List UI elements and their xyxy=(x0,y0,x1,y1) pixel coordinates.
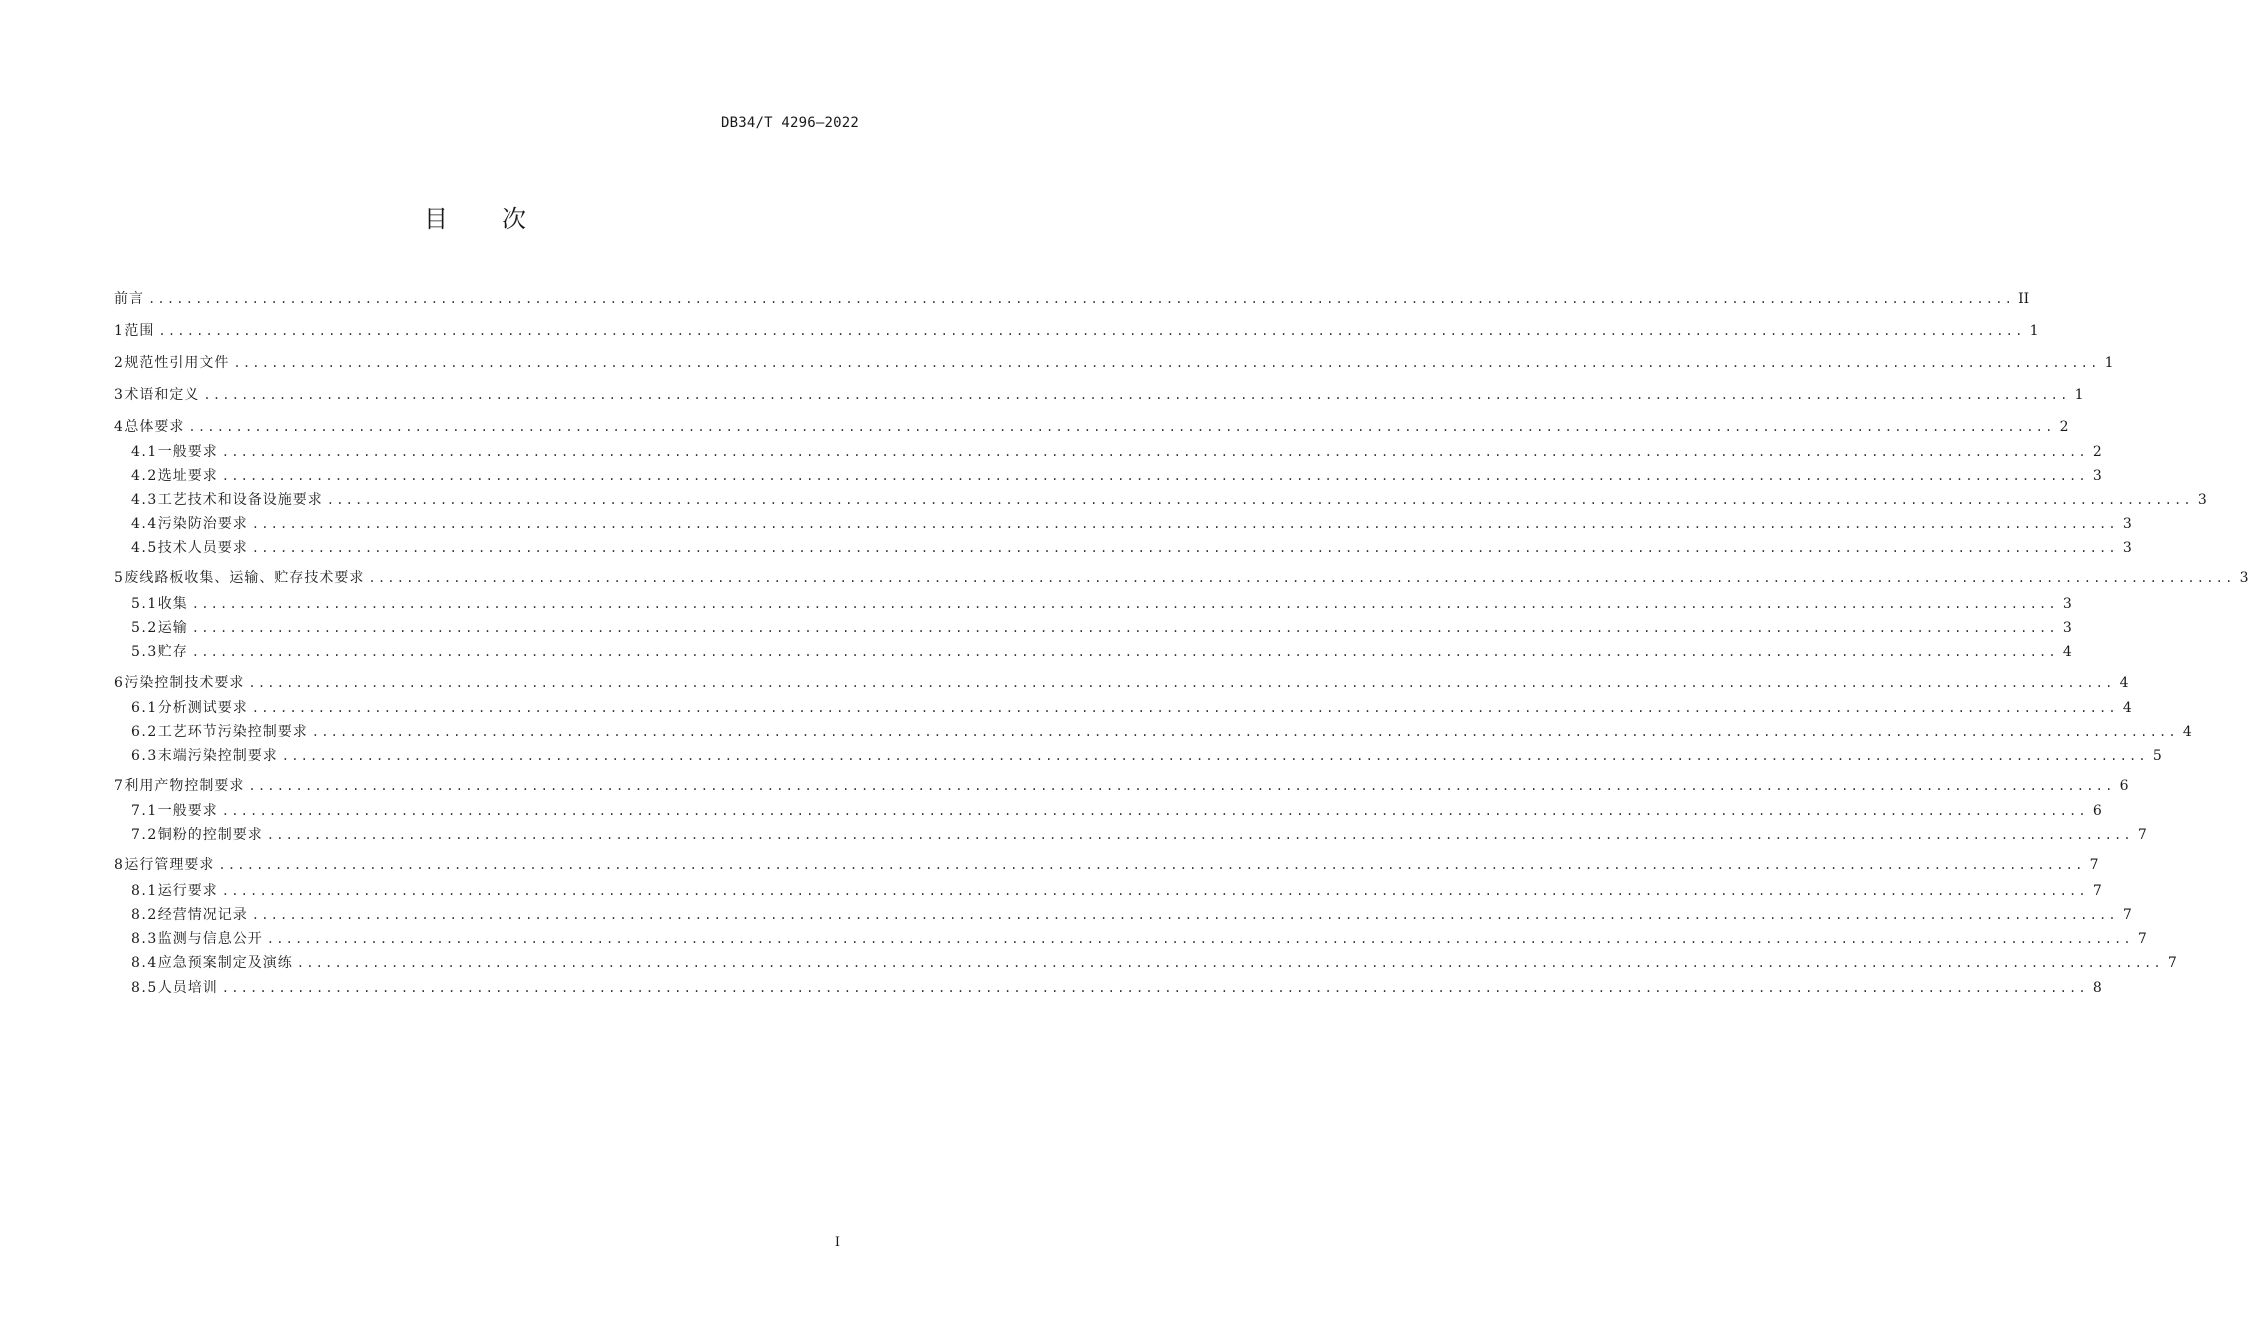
toc-entry-page: 1 xyxy=(2074,387,2084,403)
toc-entry-page: 7 xyxy=(2092,883,2102,899)
toc-entry-number: 6.3 xyxy=(131,748,158,764)
toc-entry-label: 运行要求 xyxy=(157,883,218,899)
toc-entry-page: 2 xyxy=(2092,444,2102,460)
toc-entry-number: 8.1 xyxy=(131,883,158,899)
toc-entry-number: 8.3 xyxy=(131,931,158,947)
toc-subentry[interactable] xyxy=(131,880,2102,902)
toc-entry-page: 4 xyxy=(2119,675,2129,691)
title-char-1: 目 xyxy=(424,205,448,233)
toc-entry-number: 6 xyxy=(114,675,125,691)
toc-entry-page: 7 xyxy=(2137,827,2147,843)
toc-entry-page: 7 xyxy=(2122,907,2132,923)
dot-leader: ...................................................................................................................................................................................................... xyxy=(221,884,2088,898)
toc-entry-label: 运行管理要求 xyxy=(124,857,215,873)
toc-entry[interactable] xyxy=(114,352,2114,374)
toc-entry-page: 1 xyxy=(2029,323,2039,339)
dot-leader: ...................................................................................................................................................................................................... xyxy=(326,493,2193,507)
toc-entry-label: 污染控制技术要求 xyxy=(124,675,245,691)
toc-entry-page: 3 xyxy=(2122,516,2132,532)
toc-entry-label: 技术人员要求 xyxy=(157,540,248,556)
toc-entry-number: 5.3 xyxy=(131,644,158,660)
toc-entry-page: II xyxy=(2018,291,2030,307)
toc-entry-number: 7 xyxy=(114,778,125,794)
toc-entry-page: 1 xyxy=(2104,355,2114,371)
toc-entry-number: 4.2 xyxy=(131,468,158,484)
dot-leader: ...................................................................................................................................................................................................... xyxy=(158,324,2025,338)
toc-entry-label: 废线路板收集、运输、贮存技术要求 xyxy=(124,570,365,586)
toc-entry-number: 1 xyxy=(114,323,125,339)
toc-entry-page: 7 xyxy=(2137,931,2147,947)
toc-entry[interactable] xyxy=(114,416,2069,438)
dot-leader: ...................................................................................................................................................................................................... xyxy=(188,420,2055,434)
toc-subentry[interactable] xyxy=(131,721,2192,743)
toc-entry-label: 分析测试要求 xyxy=(157,700,248,716)
toc-entry-page: 5 xyxy=(2152,748,2162,764)
dot-leader: ...................................................................................................................................................................................................... xyxy=(311,725,2178,739)
toc-entry-page: 6 xyxy=(2092,803,2102,819)
toc-entry-page: 8 xyxy=(2092,980,2102,996)
toc-entry-label: 规范性引用文件 xyxy=(124,355,230,371)
toc-subentry[interactable] xyxy=(131,952,2177,974)
dot-leader: ...................................................................................................................................................................................................... xyxy=(221,981,2088,995)
dot-leader: ...................................................................................................................................................................................................... xyxy=(281,749,2148,763)
toc-entry-label: 一般要求 xyxy=(157,444,218,460)
toc-entry-number: 4.1 xyxy=(131,444,158,460)
toc-entry-label: 收集 xyxy=(157,596,188,612)
dot-leader: ...................................................................................................................................................................................................... xyxy=(233,356,2100,370)
title-char-2: 次 xyxy=(502,205,526,233)
toc-subentry[interactable] xyxy=(131,593,2072,615)
toc-entry-page: 3 xyxy=(2062,596,2072,612)
toc-entry-label: 工艺环节污染控制要求 xyxy=(157,724,308,740)
toc-subentry[interactable] xyxy=(131,697,2132,719)
dot-leader: ...................................................................................................................................................................................................... xyxy=(248,676,2115,690)
toc-entry-page: 3 xyxy=(2062,620,2072,636)
dot-leader: ...................................................................................................................................................................................................... xyxy=(148,292,2015,306)
toc-entry-label: 末端污染控制要求 xyxy=(157,748,278,764)
standard-code: DB34/T 4296—2022 xyxy=(720,115,859,131)
toc-subentry[interactable] xyxy=(131,824,2147,846)
toc-entry-label: 前言 xyxy=(114,291,144,307)
toc-entry-label: 范围 xyxy=(124,323,155,339)
dot-leader: ...................................................................................................................................................................................................... xyxy=(203,388,2070,402)
dot-leader: ...................................................................................................................................................................................................... xyxy=(191,645,2058,659)
toc-entry[interactable] xyxy=(114,384,2084,406)
toc-entry-page: 4 xyxy=(2122,700,2132,716)
dot-leader: ...................................................................................................................................................................................................... xyxy=(266,932,2133,946)
toc-entry-number: 4.3 xyxy=(131,492,158,508)
footer-page-number: I xyxy=(834,1235,840,1250)
dot-leader: ...................................................................................................................................................................................................... xyxy=(221,445,2088,459)
toc-entry-page: 3 xyxy=(2239,570,2249,586)
toc-entry-label: 运输 xyxy=(157,620,188,636)
toc-subentry[interactable] xyxy=(131,513,2132,535)
toc-entry-number: 5.2 xyxy=(131,620,158,636)
toc-entry-label: 总体要求 xyxy=(124,419,185,435)
toc-entry-page: 4 xyxy=(2062,644,2072,660)
toc-entry-number: 8.4 xyxy=(131,955,158,971)
toc-entry-page: 3 xyxy=(2197,492,2207,508)
toc-entry-label: 监测与信息公开 xyxy=(157,931,263,947)
toc-subentry[interactable] xyxy=(131,641,2072,663)
toc-entry-label: 污染防治要求 xyxy=(157,516,248,532)
toc-entry[interactable] xyxy=(114,854,2099,876)
toc-entry-number: 6.2 xyxy=(131,724,158,740)
toc-entry[interactable] xyxy=(114,775,2129,797)
dot-leader: ...................................................................................................................................................................................................... xyxy=(251,541,2118,555)
toc-entry-number: 4.5 xyxy=(131,540,158,556)
dot-leader: ...................................................................................................................................................................................................... xyxy=(221,469,2088,483)
toc-entry[interactable] xyxy=(114,288,2030,310)
toc-entry-number: 8.5 xyxy=(131,980,158,996)
toc-subentry[interactable] xyxy=(131,904,2132,926)
toc-subentry[interactable] xyxy=(131,489,2207,511)
toc-subentry[interactable] xyxy=(131,977,2102,999)
toc-entry[interactable] xyxy=(114,567,2249,589)
toc-entry-number: 7.2 xyxy=(131,827,158,843)
toc-entry-page: 3 xyxy=(2122,540,2132,556)
toc-entry-number: 4 xyxy=(114,419,125,435)
toc-entry-label: 选址要求 xyxy=(157,468,218,484)
toc-entry-number: 7.1 xyxy=(131,803,158,819)
dot-leader: ...................................................................................................................................................................................................... xyxy=(191,597,2058,611)
dot-leader: ...................................................................................................................................................................................................... xyxy=(266,828,2133,842)
toc-entry-number: 4.4 xyxy=(131,516,158,532)
toc-entry-page: 4 xyxy=(2182,724,2192,740)
toc-entry-number: 3 xyxy=(114,387,125,403)
toc-entry[interactable] xyxy=(114,672,2129,694)
toc-subentry[interactable] xyxy=(131,800,2102,822)
toc-subentry[interactable] xyxy=(131,617,2072,639)
toc-entry-label: 铜粉的控制要求 xyxy=(157,827,263,843)
toc-subentry[interactable] xyxy=(131,537,2132,559)
toc-subentry[interactable] xyxy=(131,745,2162,767)
dot-leader: ...................................................................................................................................................................................................... xyxy=(218,858,2085,872)
dot-leader: ...................................................................................................................................................................................................... xyxy=(191,621,2058,635)
toc-entry-label: 经营情况记录 xyxy=(157,907,248,923)
toc-entry-label: 利用产物控制要求 xyxy=(124,778,245,794)
toc-subentry[interactable] xyxy=(131,465,2102,487)
toc-entry-number: 8.2 xyxy=(131,907,158,923)
toc-entry-page: 7 xyxy=(2167,955,2177,971)
toc-entry-label: 人员培训 xyxy=(157,980,218,996)
dot-leader: ...................................................................................................................................................................................................... xyxy=(251,701,2118,715)
toc-entry-label: 术语和定义 xyxy=(124,387,200,403)
toc-subentry[interactable] xyxy=(131,928,2147,950)
toc-entry-page: 2 xyxy=(2059,419,2069,435)
dot-leader: ...................................................................................................................................................................................................... xyxy=(221,804,2088,818)
toc-entry-number: 8 xyxy=(114,857,125,873)
toc-entry-label: 应急预案制定及演练 xyxy=(157,955,293,971)
toc-entry-number: 6.1 xyxy=(131,700,158,716)
toc-subentry[interactable] xyxy=(131,441,2102,463)
toc-entry-number: 5.1 xyxy=(131,596,158,612)
dot-leader: ...................................................................................................................................................................................................... xyxy=(251,517,2118,531)
toc-entry-label: 工艺技术和设备设施要求 xyxy=(157,492,323,508)
toc-entry-page: 7 xyxy=(2089,857,2099,873)
toc-entry-page: 3 xyxy=(2092,468,2102,484)
toc-entry[interactable] xyxy=(114,320,2039,342)
dot-leader: ...................................................................................................................................................................................................... xyxy=(296,956,2163,970)
page-title xyxy=(0,199,950,234)
toc-entry-label: 贮存 xyxy=(157,644,188,660)
dot-leader: ...................................................................................................................................................................................................... xyxy=(251,908,2118,922)
toc-entry-number: 5 xyxy=(114,570,125,586)
toc-entry-page: 6 xyxy=(2119,778,2129,794)
dot-leader: ...................................................................................................................................................................................................... xyxy=(368,571,2235,585)
dot-leader: ...................................................................................................................................................................................................... xyxy=(248,779,2115,793)
toc-entry-label: 一般要求 xyxy=(157,803,218,819)
toc-entry-number: 2 xyxy=(114,355,125,371)
